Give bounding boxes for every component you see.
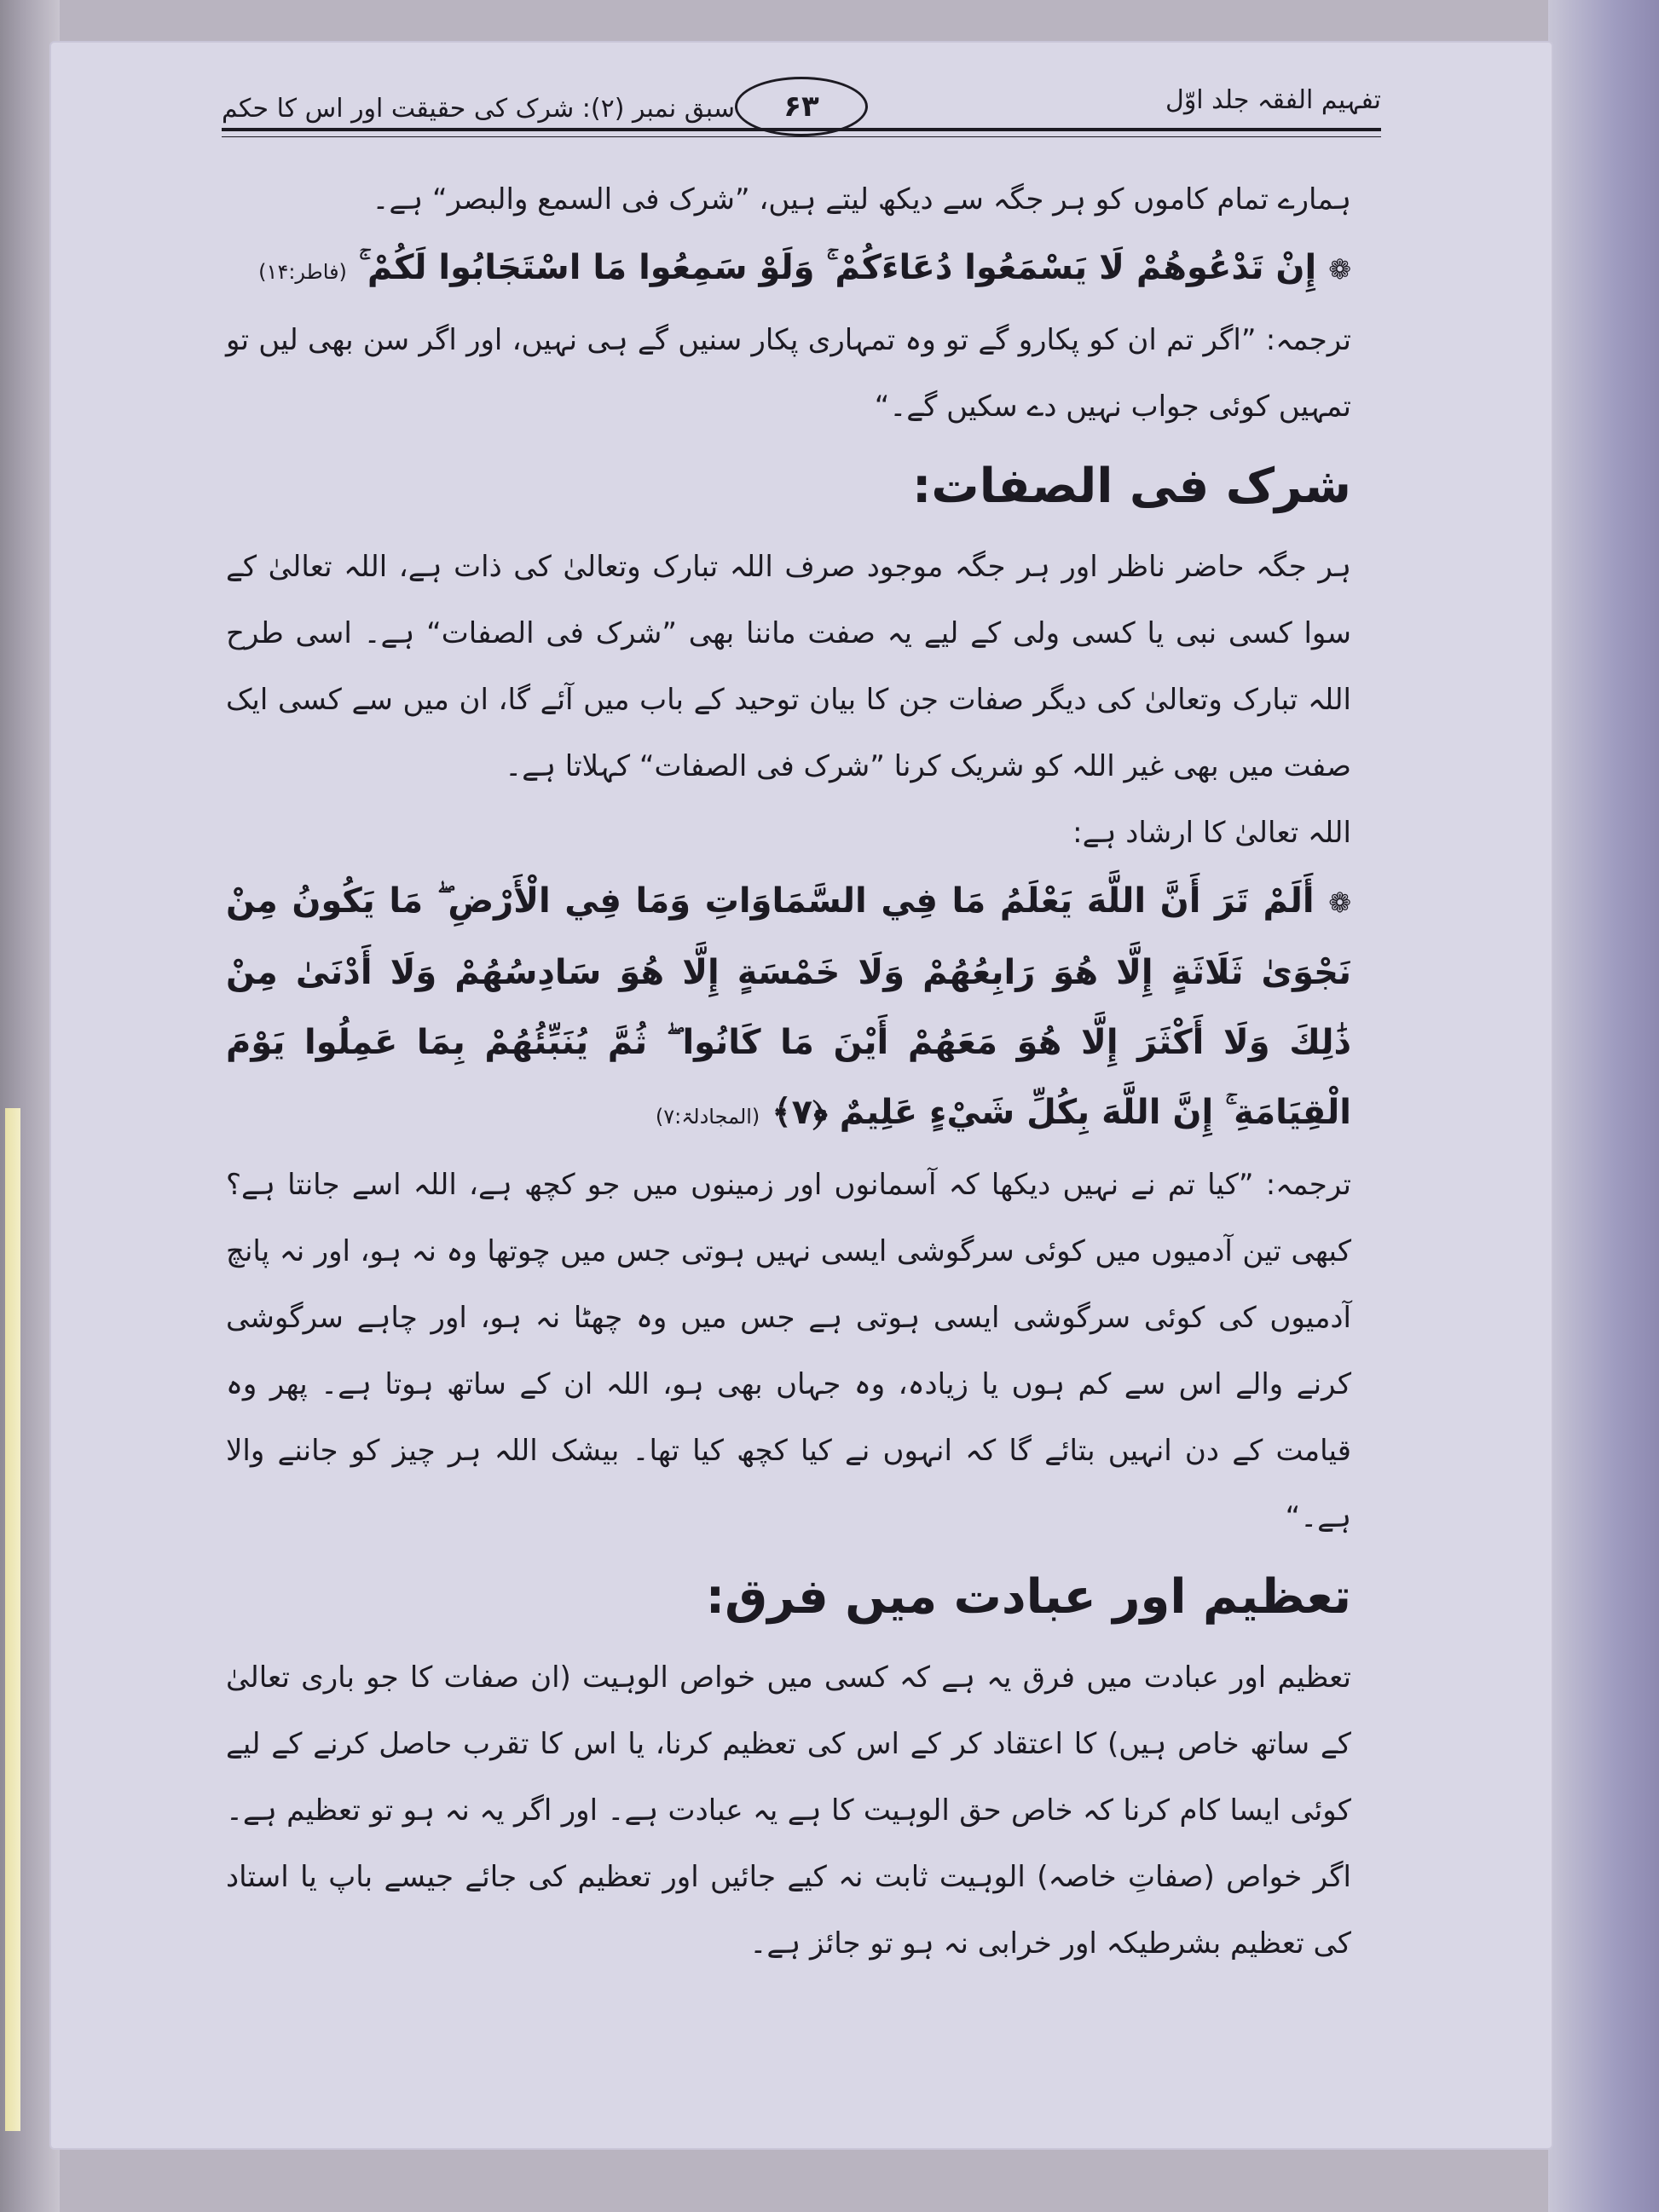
header-rule <box>222 128 1381 131</box>
book-title: تفہیم الفقہ جلد اوّل <box>1165 85 1381 115</box>
verse-reference: (فاطر:۱۴) <box>258 260 347 284</box>
page-header <box>222 77 1381 153</box>
translation: ترجمہ: ”کیا تم نے نہیں دیکھا کہ آسمانوں اور زمینوں میں جو کچھ ہے، اللہ اسے جانتا ہے؟ کبھی تین آدمیوں میں کوئی سرگوشی ایسی نہیں ہوتی جس میں چوتھا وہ نہ ہو، اور نہ پانچ آدمیوں کی کوئی سرگوشی ایسی ہوتی ہے جس میں وہ چھٹا نہ ہو، اور چاہے سرگوشی کرنے والے اس سے کم ہوں یا زیادہ، وہ جہاں بھی ہو، اللہ ان کے ساتھ ہوتا ہے۔ پھر وہ قیامت کے دن انہیں بتائے گا کہ انہوں نے کیا کچھ کیا تھا۔ بیشک اللہ ہر چیز کو جاننے والا ہے۔“ <box>226 1168 1352 1534</box>
section-heading: شرک فی الصفات: <box>912 459 1351 514</box>
page-body <box>226 166 1351 1977</box>
flower-ornament-icon: ❁ <box>1328 253 1351 286</box>
page-number: ۶۳ <box>735 77 868 136</box>
book-page <box>51 43 1552 2148</box>
section-heading: تعظیم اور عبادت میں فرق: <box>705 1569 1351 1625</box>
lesson-title: سبق نمبر (۲): شرک کی حقیقت اور اس کا حکم <box>222 94 735 124</box>
translation: ترجمہ: ”اگر تم ان کو پکارو گے تو وہ تمہاری پکار سنیں گے ہی نہیں، اور اگر سن بھی لیں تو تمہیں کوئی جواب نہیں دے سکیں گے۔“ <box>226 323 1351 424</box>
paragraph: اللہ تعالیٰ کا ارشاد ہے: <box>1072 816 1351 850</box>
underlying-page-edge <box>5 1108 20 2131</box>
quran-verse <box>226 866 1351 1152</box>
verse-text: إِنْ تَدْعُوهُمْ لَا يَسْمَعُوا دُعَاءَكُمْ ۚ وَلَوْ سَمِعُوا مَا اسْتَجَابُوا لَكُمْ ۚ <box>358 248 1317 287</box>
paragraph: ہمارے تمام کاموں کو ہر جگہ سے دیکھ لیتے ہیں، ”شرک فی السمع والبصر“ ہے۔ <box>372 182 1351 217</box>
quran-verse <box>226 233 1351 307</box>
paragraph: ہر جگہ حاضر ناظر اور ہر جگہ موجود صرف اللہ تبارک وتعالیٰ کی ذات ہے، اللہ تعالیٰ کے سوا کسی نبی یا کسی ولی کے لیے یہ صفت ماننا بھی ”شرک فی الصفات“ ہے۔ اسی طرح اللہ تبارک وتعالیٰ کی دیگر صفات جن کا بیان توحید کے باب میں آئے گا، ان میں سے کسی ایک صفت میں بھی غیر اللہ کو شریک کرنا ”شرک فی الصفات“ کہلاتا ہے۔ <box>226 550 1351 783</box>
paragraph: تعظیم اور عبادت میں فرق یہ ہے کہ کسی میں خواص الوہیت (ان صفات کا جو باری تعالیٰ کے ساتھ خاص ہیں) کا اعتقاد کر کے اس کی تعظیم کرنا، یا اس کا تقرب حاصل کرنے کے لیے کوئی ایسا کام کرنا کہ خاص حق الوہیت کا ہے یہ عبادت ہے۔ اور اگر یہ نہ ہو تو تعظیم ہے۔ اگر خواص (صفاتِ خاصہ) الوہیت ثابت نہ کیے جائیں اور تعظیم کی جائے جیسے باپ یا استاد کی تعظیم بشرطیکہ اور خرابی نہ ہو تو جائز ہے۔ <box>226 1660 1351 1961</box>
verse-reference: (المجادلۃ:۷) <box>655 1105 760 1129</box>
flower-ornament-icon: ❁ <box>1328 887 1351 919</box>
header-rule-thin <box>222 136 1381 137</box>
verse-text: أَلَمْ تَرَ أَنَّ اللَّهَ يَعْلَمُ مَا فِي السَّمَاوَاتِ وَمَا فِي الْأَرْضِ ۖ مَا يَكُونُ مِنْ نَجْوَىٰ ثَلَاثَةٍ إِلَّا هُوَ رَابِعُهُمْ وَلَا خَمْسَةٍ إِلَّا هُوَ سَادِسُهُمْ وَلَا أَدْنَىٰ مِنْ ذَٰلِكَ وَلَا أَكْثَرَ إِلَّا هُوَ مَعَهُمْ أَيْنَ مَا كَانُوا ۖ ثُمَّ يُنَبِّئُهُمْ بِمَا عَمِلُوا يَوْمَ الْقِيَامَةِ ۚ إِنَّ اللَّهَ بِكُلِّ شَيْءٍ عَلِيمٌ ﴿٧﴾ <box>226 881 1351 1132</box>
page-stack-edge <box>1548 0 1659 2212</box>
